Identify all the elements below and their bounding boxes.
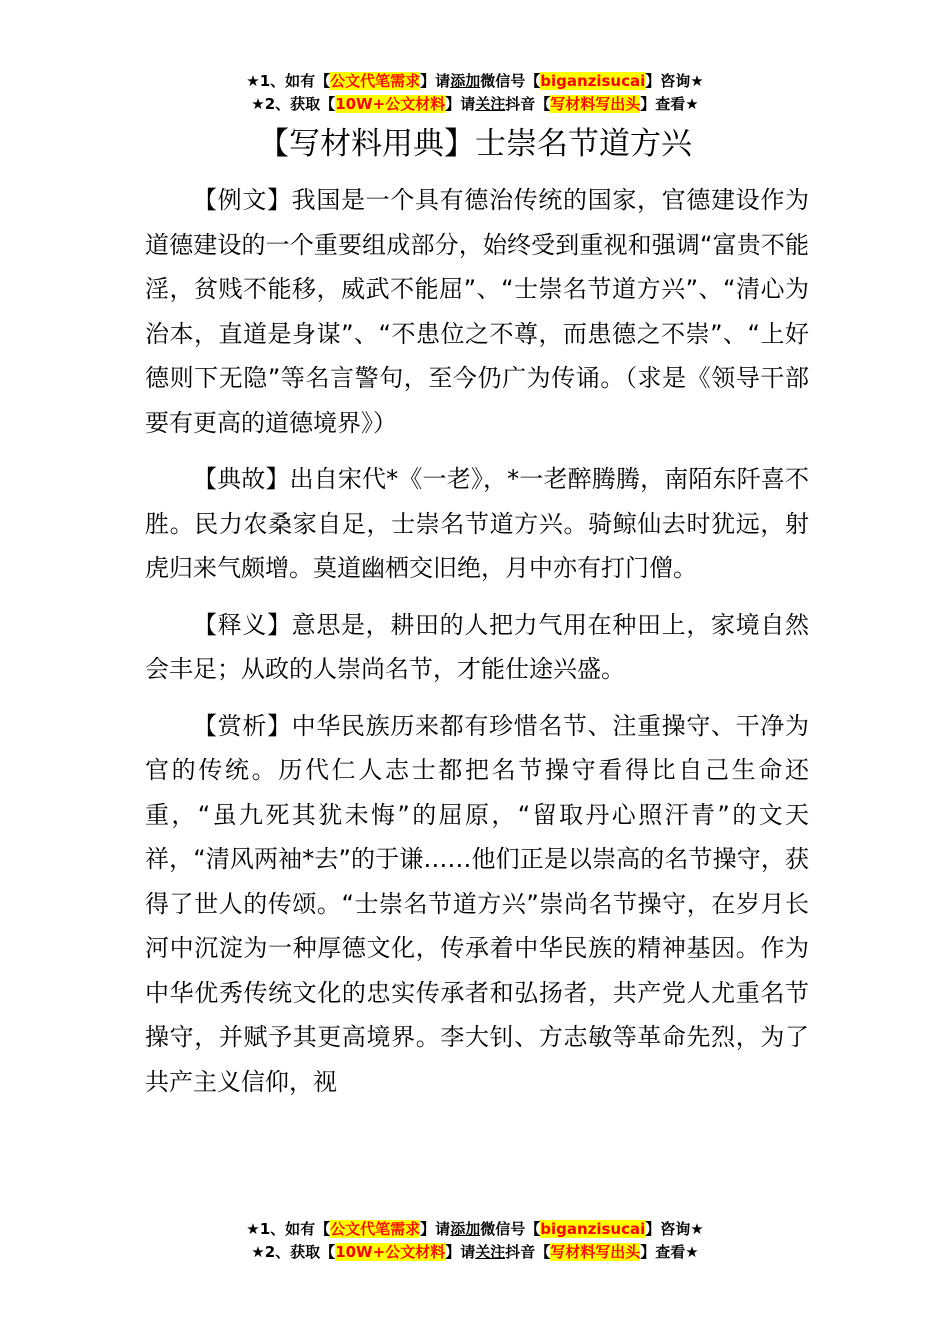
banner-highlight: 10W+公文材料 xyxy=(335,1243,446,1261)
banner-highlight: 公文代笔需求 xyxy=(330,1220,421,1238)
banner-highlight: 10W+公文材料 xyxy=(335,95,446,113)
document-body xyxy=(145,178,809,1116)
banner-text: 微信号【 xyxy=(480,72,541,90)
banner-text: 】请 xyxy=(445,1243,476,1261)
banner-text: 】咨询★ xyxy=(645,1220,704,1238)
paragraph-example: 【例文】我国是一个具有德治传统的国家，官德建设作为道德建设的一个重要组成部分，始终受到重视和强调“富贵不能淫，贫贱不能移，威武不能屈”、“士崇名节道方兴”、“清心为治本，直道是身谋”、“不患位之不尊，而患德之不崇”、“上好德则下无隐”等名言警句，至今仍广为传诵。（求是《领导干部要有更高的道德境界》） xyxy=(145,186,809,437)
banner-text: 】请 xyxy=(420,72,451,90)
document-title: 【写材料用典】士崇名节道方兴 xyxy=(258,126,692,162)
paragraph-allusion: 【典故】出自宋代*《一老》，*一老醉腾腾，南陌东阡喜不胜。民力农桑家自足，士崇名节道方兴。骑鲸仙去时犹远，射虎归来气颇增。莫道幽栖交旧绝，月中亦有打门僧。 xyxy=(145,465,809,582)
banner-text: ★1、如有【 xyxy=(246,1220,331,1238)
banner-underline: 添加 xyxy=(450,1220,481,1238)
banner-highlight: biganzisucai xyxy=(540,72,646,90)
header-banner xyxy=(0,70,950,116)
banner-text: 抖音【 xyxy=(505,1243,551,1261)
footer-banner xyxy=(0,1218,950,1264)
banner-text: 】请 xyxy=(420,1220,451,1238)
banner-text: 抖音【 xyxy=(505,95,551,113)
banner-line-1 xyxy=(0,70,950,93)
banner-underline: 添加 xyxy=(450,72,481,90)
banner-text: 微信号【 xyxy=(480,1220,541,1238)
banner-highlight: 写材料写出头 xyxy=(550,1243,641,1261)
banner-underline: 关注 xyxy=(475,95,506,113)
banner-text: ★1、如有【 xyxy=(246,72,331,90)
banner-text: ★2、获取【 xyxy=(251,1243,336,1261)
banner-text: 】查看★ xyxy=(640,95,699,113)
banner-highlight: 公文代笔需求 xyxy=(330,72,421,90)
banner-underline: 关注 xyxy=(475,1243,506,1261)
banner-highlight: 写材料写出头 xyxy=(550,95,641,113)
banner-line-1 xyxy=(0,1218,950,1241)
banner-text: 】咨询★ xyxy=(645,72,704,90)
banner-line-2 xyxy=(0,93,950,116)
banner-text: 】请 xyxy=(445,95,476,113)
banner-text: 】查看★ xyxy=(640,1243,699,1261)
banner-line-2 xyxy=(0,1241,950,1264)
banner-highlight: biganzisucai xyxy=(540,1220,646,1238)
paragraph-appreciation: 【赏析】中华民族历来都有珍惜名节、注重操守、干净为官的传统。历代仁人志士都把名节操守看得比自己生命还重，“虽九死其犹未悔”的屈原，“留取丹心照汗青”的文天祥，“清风两袖*去”的于谦……他们正是以崇高的名节操守，获得了世人的传颂。“士崇名节道方兴”崇尚名节操守，在岁月长河中沉淀为一种厚德文化，传承着中华民族的精神基因。作为中华优秀传统文化的忠实传承者和弘扬者，共产党人尤重名节操守，并赋予其更高境界。李大钊、方志敏等革命先烈，为了共产主义信仰，视 xyxy=(145,711,809,1096)
banner-text: ★2、获取【 xyxy=(251,95,336,113)
paragraph-meaning: 【释义】意思是，耕田的人把力气用在种田上，家境自然会丰足；从政的人崇尚名节，才能仕途兴盛。 xyxy=(145,610,809,683)
